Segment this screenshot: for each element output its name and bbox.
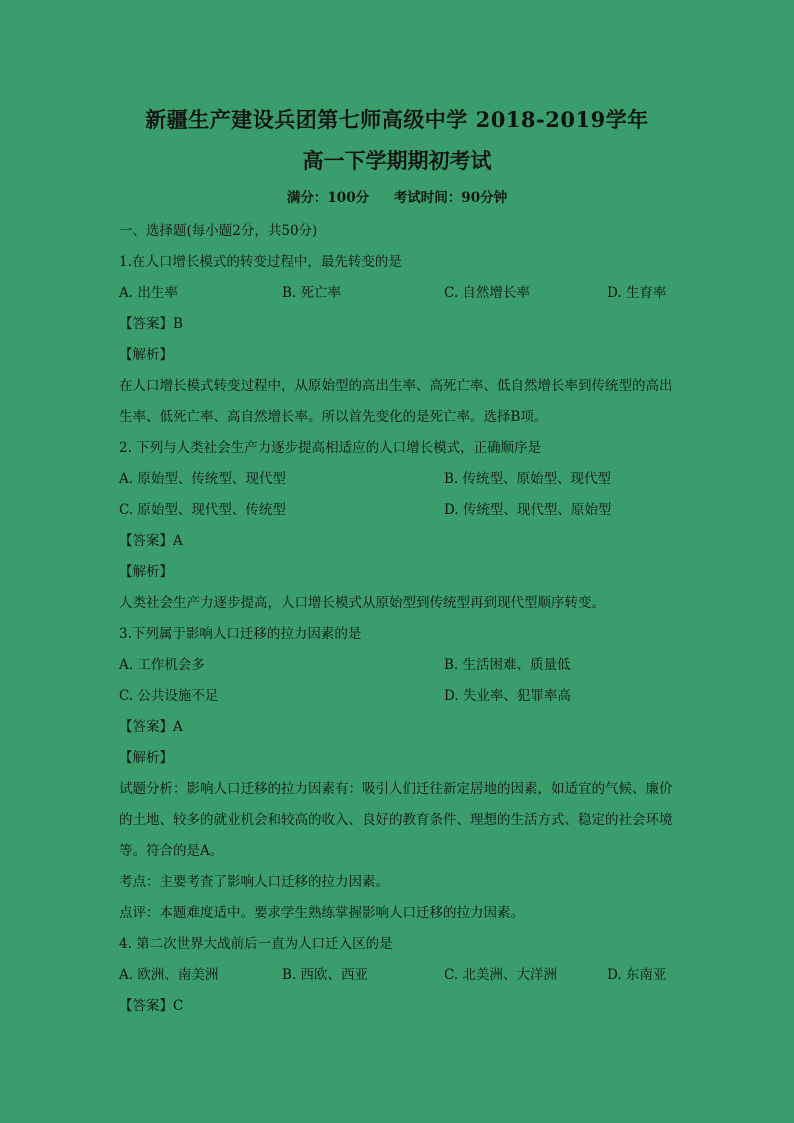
answer: 【答案】A <box>119 533 183 549</box>
analysis-text: 在人口增长模式转变过程中，从原始型的高出生率、高死亡率、低自然增长率到传统型的高出生率、低死亡率、高自然增长率。所以首先变化的是死亡率。选择B项。 <box>119 378 673 425</box>
option-c: C. 原始型、现代型、传统型 <box>119 502 286 518</box>
analysis-text: 人类社会生产力逐步提高，人口增长模式从原始型到传统型再到现代型顺序转变。 <box>119 595 605 611</box>
option-b: B. 传统型、原始型、现代型 <box>444 471 612 487</box>
question-options <box>119 495 679 526</box>
question-options <box>119 681 679 712</box>
dianping-note: 点评：本题难度适中。要求学生熟练掌握影响人口迁移的拉力因素。 <box>119 905 524 921</box>
option-d: D. 传统型、现代型、原始型 <box>444 502 612 518</box>
question-stem: 3.下列属于影响人口迁移的拉力因素的是 <box>119 626 362 642</box>
page-subtitle: 高一下学期期初考试 <box>302 148 492 173</box>
option-a: A. 欧洲、南美洲 <box>119 967 219 983</box>
answer: 【答案】A <box>119 719 183 735</box>
option-c: C. 自然增长率 <box>444 285 530 301</box>
option-a: A. 出生率 <box>119 285 178 301</box>
question-options <box>119 650 679 681</box>
kaodian-note: 考点：主要考查了影响人口迁移的拉力因素。 <box>119 874 389 890</box>
page-title: 新疆生产建设兵团第七师高级中学 2018-2019学年 <box>145 107 649 132</box>
full-score: 满分：100分 <box>286 190 370 206</box>
question-stem: 1.在人口增长模式的转变过程中，最先转变的是 <box>119 254 402 270</box>
analysis-label: 【解析】 <box>119 347 173 363</box>
option-d: D. 失业率、犯罪率高 <box>444 688 571 704</box>
answer: 【答案】C <box>119 998 184 1014</box>
option-b: B. 生活困难、质量低 <box>444 657 571 673</box>
question-stem: 4. 第二次世界大战前后一直为人口迁入区的是 <box>119 936 393 952</box>
option-b: B. 西欧、西亚 <box>282 967 369 983</box>
option-b: B. 死亡率 <box>282 285 342 301</box>
analysis-label: 【解析】 <box>119 564 173 580</box>
question-options <box>119 960 679 991</box>
section-heading: 一、选择题(每小题2分，共50分) <box>119 223 318 239</box>
question-options <box>119 278 679 309</box>
question-stem: 2. 下列与人类社会生产力逐步提高相适应的人口增长模式，正确顺序是 <box>119 440 542 456</box>
option-d: D. 东南亚 <box>607 967 667 983</box>
option-c: C. 北美洲、大洋洲 <box>444 967 557 983</box>
answer: 【答案】B <box>119 316 183 332</box>
exam-time: 考试时间：90分钟 <box>393 190 508 206</box>
question-options <box>119 464 679 495</box>
option-d: D. 生育率 <box>607 285 667 301</box>
analysis-text: 试题分析：影响人口迁移的拉力因素有：吸引人们迁往新定居地的因素，如适宜的气候、廉价的土地、较多的就业机会和较高的收入、良好的教育条件、理想的生活方式、稳定的社会环境等。符合的是A。 <box>119 781 673 859</box>
option-a: A. 原始型、传统型、现代型 <box>119 471 286 487</box>
option-a: A. 工作机会多 <box>119 657 205 673</box>
analysis-label: 【解析】 <box>119 750 173 766</box>
exam-content <box>119 216 679 1022</box>
option-c: C. 公共设施不足 <box>119 688 219 704</box>
exam-meta <box>0 186 794 206</box>
